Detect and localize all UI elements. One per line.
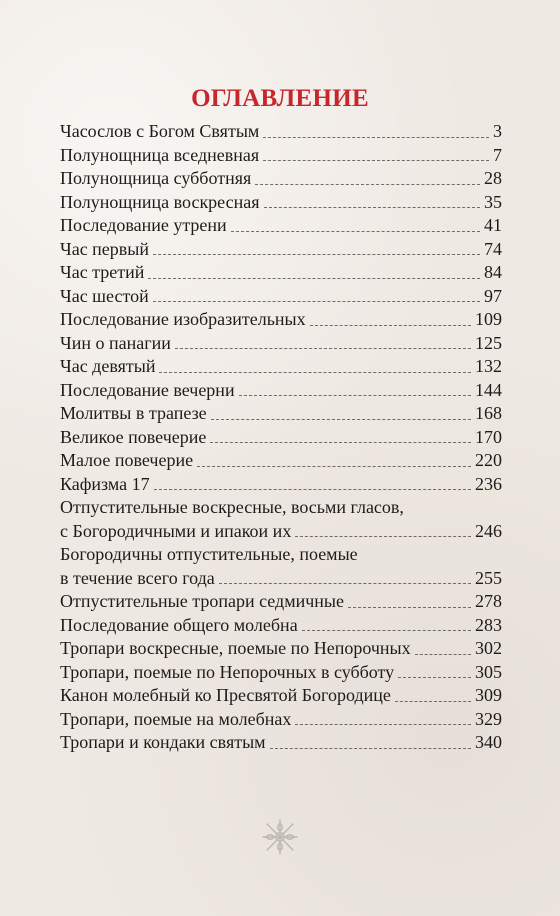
floral-ornament-icon <box>258 815 302 859</box>
dotted-leader <box>295 723 471 725</box>
toc-page-number: 97 <box>484 285 502 306</box>
toc-entry-title: Часослов с Богом Святым <box>60 121 260 141</box>
page-title: ОГЛАВЛЕНИЕ <box>191 84 369 112</box>
toc-entry-row <box>60 520 502 544</box>
toc-entry <box>60 238 502 262</box>
toc-entry-title: Отпустительные тропари седмичные <box>60 591 345 611</box>
toc-entry-row <box>60 426 502 450</box>
toc-page-number: 3 <box>493 121 502 141</box>
dotted-leader <box>398 676 471 678</box>
toc-entry <box>60 120 502 144</box>
toc-page-number: 255 <box>475 567 502 588</box>
toc-entry-title: Молитвы в трапезе <box>60 403 207 423</box>
toc-entry-row <box>60 214 502 238</box>
toc-entry <box>60 449 502 473</box>
toc-entry <box>60 402 502 426</box>
toc-entry <box>60 167 502 191</box>
toc-entry-title: Последование утрени <box>60 215 227 235</box>
dotted-leader <box>415 653 471 655</box>
toc-entry-row <box>60 167 502 191</box>
dotted-leader <box>231 230 480 232</box>
toc-page-number: 305 <box>475 661 502 682</box>
toc-entry-title: Тропари, поемые по Непорочных в субботу <box>60 661 395 682</box>
dotted-leader <box>263 159 489 161</box>
dotted-leader <box>154 488 471 490</box>
toc-entry-row <box>60 637 502 661</box>
toc-entry <box>60 308 502 332</box>
toc-entry-title: Последование изобразительных <box>60 309 306 329</box>
toc-entry-title: Час шестой <box>60 285 149 306</box>
toc-entry-title: Час первый <box>60 238 150 259</box>
toc-entry-row <box>60 402 502 426</box>
toc-entry-title: Чин о панагии <box>60 332 171 353</box>
toc-entry-title: Полунощница субботняя <box>60 168 252 188</box>
toc-entry-multiline <box>60 496 502 543</box>
toc-entry-title: Час девятый <box>60 356 156 376</box>
dotted-leader <box>302 629 471 631</box>
toc-entry-title: Последование вечерни <box>60 379 235 400</box>
toc-entry-row <box>60 238 502 262</box>
toc-entry-title: Полунощница вседневная <box>60 144 260 165</box>
toc-entry <box>60 637 502 661</box>
dotted-leader <box>295 535 471 537</box>
toc-entry-title: Кафизма 17 <box>60 473 150 494</box>
toc-entry-row <box>60 567 502 591</box>
dotted-leader <box>159 371 471 373</box>
toc-page-number: 329 <box>475 708 502 729</box>
toc-page-number: 220 <box>475 450 502 470</box>
toc-entry-title: Канон молебный ко Пресвятой Богородице <box>60 685 391 705</box>
toc-page-number: 278 <box>475 591 502 611</box>
toc-entry <box>60 590 502 614</box>
toc-entry-row <box>60 308 502 332</box>
toc-entry-title-line: Отпустительные воскресные, восьми гласов, <box>60 497 404 517</box>
toc-entry-title: Час третий <box>60 262 145 282</box>
toc-page-number: 132 <box>475 356 502 376</box>
dotted-leader <box>255 183 480 185</box>
toc-page-number: 302 <box>475 638 502 658</box>
toc-entry-title: Великое повечерие <box>60 426 207 447</box>
toc-entry <box>60 708 502 732</box>
toc-entry-row <box>60 144 502 168</box>
toc-page-number: 170 <box>475 426 502 447</box>
toc-entry-row <box>60 449 502 473</box>
toc-entry-row <box>60 590 502 614</box>
toc-page-number: 125 <box>475 332 502 353</box>
toc-entry <box>60 261 502 285</box>
toc-entry-title: Тропари, поемые на молебнах <box>60 708 292 729</box>
toc-entry <box>60 355 502 379</box>
toc-page-number: 236 <box>475 473 502 494</box>
toc-entry-title-line: Богородичны отпустительные, поемые <box>60 544 358 564</box>
dotted-leader <box>148 277 480 279</box>
toc-page-number: 246 <box>475 520 502 541</box>
toc-entry-title: Полунощница воскресная <box>60 191 260 212</box>
dotted-leader <box>395 700 471 702</box>
toc-entry-row <box>60 191 502 215</box>
toc-entry <box>60 144 502 168</box>
dotted-leader <box>239 394 471 396</box>
toc-entry-title-line: с Богородичными и ипакои их <box>60 520 292 541</box>
toc-entry-row <box>60 120 502 144</box>
toc-page-number: 28 <box>484 168 502 188</box>
toc-entry <box>60 426 502 450</box>
toc-entry-row <box>60 332 502 356</box>
toc-entry-title-line: в течение всего года <box>60 567 215 588</box>
dotted-leader <box>219 582 471 584</box>
dotted-leader <box>211 418 471 420</box>
toc-entry-row <box>60 285 502 309</box>
toc-entry <box>60 661 502 685</box>
dotted-leader <box>175 347 471 349</box>
toc-list <box>60 120 502 755</box>
dotted-leader <box>263 136 489 138</box>
toc-entry <box>60 684 502 708</box>
toc-entry-title: Малое повечерие <box>60 450 194 470</box>
dotted-leader <box>270 747 471 749</box>
toc-entry-row <box>60 355 502 379</box>
toc-entry <box>60 473 502 497</box>
toc-page-number: 144 <box>475 379 502 400</box>
toc-entry <box>60 332 502 356</box>
toc-entry <box>60 191 502 215</box>
toc-page-number: 84 <box>484 262 502 282</box>
dotted-leader <box>310 324 471 326</box>
dotted-leader <box>264 206 480 208</box>
toc-page-number: 74 <box>484 238 502 259</box>
toc-entry <box>60 214 502 238</box>
dotted-leader <box>197 465 471 467</box>
toc-entry <box>60 731 502 755</box>
toc-entry-multiline <box>60 543 502 590</box>
toc-page-number: 168 <box>475 403 502 423</box>
toc-entry-row <box>60 708 502 732</box>
toc-entry <box>60 379 502 403</box>
toc-page-number: 309 <box>475 685 502 705</box>
toc-entry-title: Последование общего молебна <box>60 614 298 635</box>
toc-entry-row <box>60 261 502 285</box>
toc-entry <box>60 614 502 638</box>
toc-page-number: 7 <box>493 144 502 165</box>
toc-page-number: 109 <box>475 309 502 329</box>
toc-entry-row <box>60 379 502 403</box>
toc-entry-row <box>60 473 502 497</box>
dotted-leader <box>348 606 471 608</box>
toc-page-number: 35 <box>484 191 502 212</box>
toc-entry <box>60 285 502 309</box>
toc-entry-row <box>60 614 502 638</box>
toc-page-number: 283 <box>475 614 502 635</box>
dotted-leader <box>153 300 480 302</box>
dotted-leader <box>210 441 471 443</box>
toc-page-number: 41 <box>484 215 502 235</box>
dotted-leader <box>153 253 480 255</box>
toc-entry-row <box>60 731 502 755</box>
toc-entry-title: Тропари и кондаки святым <box>60 732 266 752</box>
toc-entry-row <box>60 661 502 685</box>
toc-entry-title: Тропари воскресные, поемые по Непорочных <box>60 638 411 658</box>
toc-entry-row <box>60 684 502 708</box>
toc-page-number: 340 <box>475 732 502 752</box>
